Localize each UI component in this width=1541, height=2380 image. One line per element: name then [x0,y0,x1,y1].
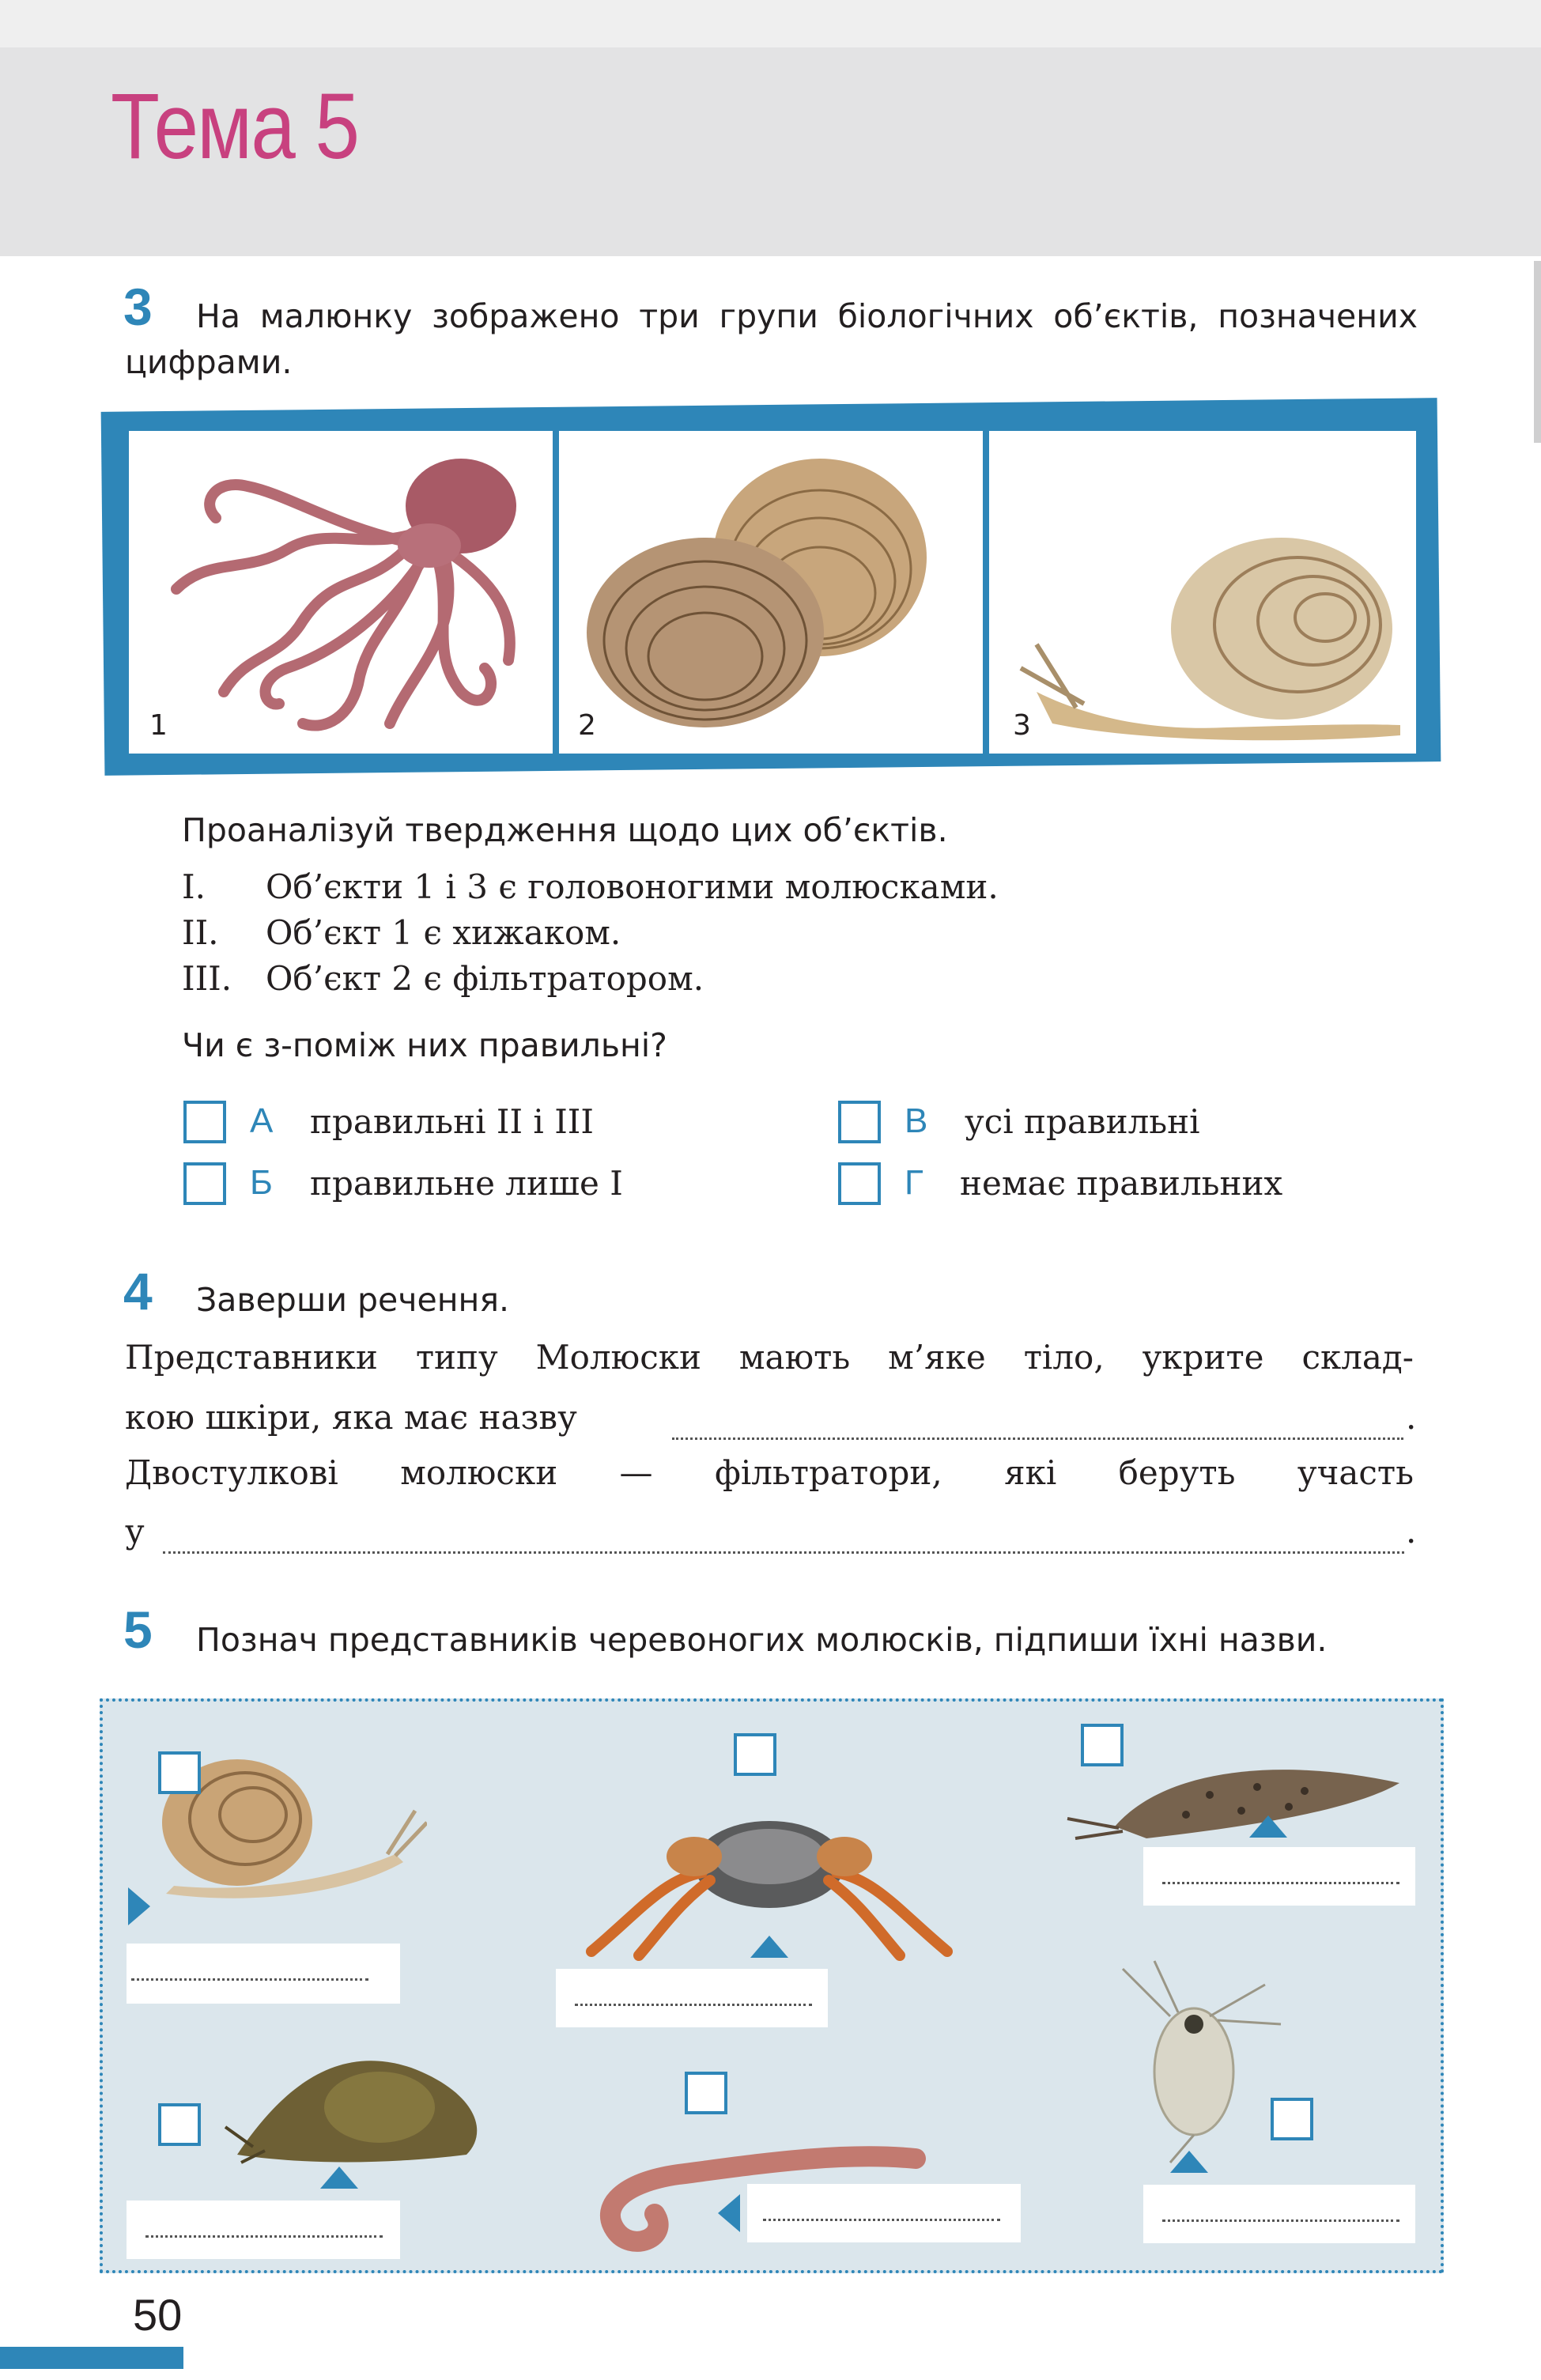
task-4-line2: кою шкіри, яка має назву [125,1398,577,1437]
pointer-arrow [750,1936,788,1958]
top-strip [0,0,1541,47]
panel-label-2: 2 [578,709,596,742]
option-v-text: усі правильні [965,1102,1200,1141]
option-g-letter: Г [905,1163,923,1202]
page-number: 50 [133,2290,183,2340]
octopus-image [129,431,553,754]
checkbox-snail[interactable] [158,1751,201,1794]
panel-divider [553,431,559,754]
task-4-period-2: . [1406,1512,1417,1551]
page-title: Тема 5 [111,74,359,179]
statement-2-num: II. [182,913,219,952]
task-3-prompt-line1: На малюнку зображено три групи біологічних об’єктів, позначених [196,297,1418,335]
statement-1-text: Об’єкти 1 і 3 є головоногими молюсками. [266,867,999,906]
answer-line-2[interactable] [163,1551,1404,1554]
margin-line [1534,261,1541,443]
checkbox-crab[interactable] [734,1733,776,1776]
pointer-arrow [718,2194,740,2232]
question-text: Чи є з-поміж них правильні? [182,1026,667,1064]
page-bar [0,2347,183,2369]
option-a-text: правильні II і III [310,1102,594,1141]
panel-label-3: 3 [1013,709,1031,742]
task-5-prompt: Познач представників черевоногих молюсків, підпиши їхні назви. [196,1621,1328,1659]
checkbox-pond-snail[interactable] [158,2103,201,2146]
option-v-checkbox[interactable] [838,1101,881,1143]
dotted-line [145,2235,383,2238]
option-b-letter: Б [250,1163,273,1202]
pointer-arrow [320,2167,358,2189]
statement-3-text: Об’єкт 2 є фільтратором. [266,959,704,998]
dotted-line [763,2219,1000,2221]
checkbox-daphnia[interactable] [1271,2098,1313,2140]
task-3-number: 3 [123,278,153,336]
option-b-checkbox[interactable] [183,1162,226,1205]
statement-1-num: I. [182,867,206,906]
checkbox-earthworm[interactable] [685,2072,727,2114]
label-field-daphnia[interactable] [1143,2185,1415,2243]
dotted-line [131,1978,368,1981]
task-4-line3: Двостулкові молюски — фільтратори, які беруть участь [125,1453,1414,1492]
dotted-line [1162,2219,1399,2222]
daphnia-image [1091,1953,1297,2167]
pointer-arrow [1170,2151,1208,2173]
label-field-pond-snail[interactable] [127,2201,400,2259]
option-g-checkbox[interactable] [838,1162,881,1205]
task-5-number: 5 [123,1600,153,1659]
panel-clams [559,431,983,754]
panel-divider [983,431,989,754]
analyze-instruction: Проаналізуй твердження щодо цих об’єктів. [182,811,948,849]
task-4-line1: Представники типу Молюски мають м’яке тіло, укрите склад- [125,1338,1414,1377]
task-4-prompt: Заверши речення. [196,1281,510,1319]
option-a-checkbox[interactable] [183,1101,226,1143]
panel-octopus [129,431,553,754]
statement-2-text: Об’єкт 1 є хижаком. [266,913,621,952]
panel-label-1: 1 [149,709,168,742]
clam-shells-image [559,431,983,754]
task-4-number: 4 [123,1262,153,1320]
label-field-earthworm[interactable] [747,2184,1021,2242]
label-field-slug[interactable] [1143,1847,1415,1906]
image-panels [129,431,1416,754]
option-g-text: немає правильних [960,1164,1283,1203]
task-3-prompt-line2: цифрами. [125,343,293,381]
label-field-snail[interactable] [127,1944,400,2004]
option-b-text: правильне лише I [310,1164,623,1203]
statement-3-num: III. [182,959,232,998]
pointer-arrow [128,1887,150,1925]
option-a-letter: А [250,1101,274,1140]
task-4-period-1: . [1406,1398,1417,1437]
panel-snail [989,431,1416,754]
snail-image [989,431,1416,754]
dotted-line [1162,1882,1399,1884]
label-field-crab[interactable] [556,1969,828,2027]
answer-line-1[interactable] [672,1437,1403,1440]
pointer-arrow [1249,1815,1287,1838]
option-v-letter: В [905,1101,928,1140]
task-4-line4: у [125,1512,145,1551]
dotted-line [575,2004,812,2006]
pond-snail-image [221,2036,498,2170]
slug-image [1052,1740,1415,1858]
